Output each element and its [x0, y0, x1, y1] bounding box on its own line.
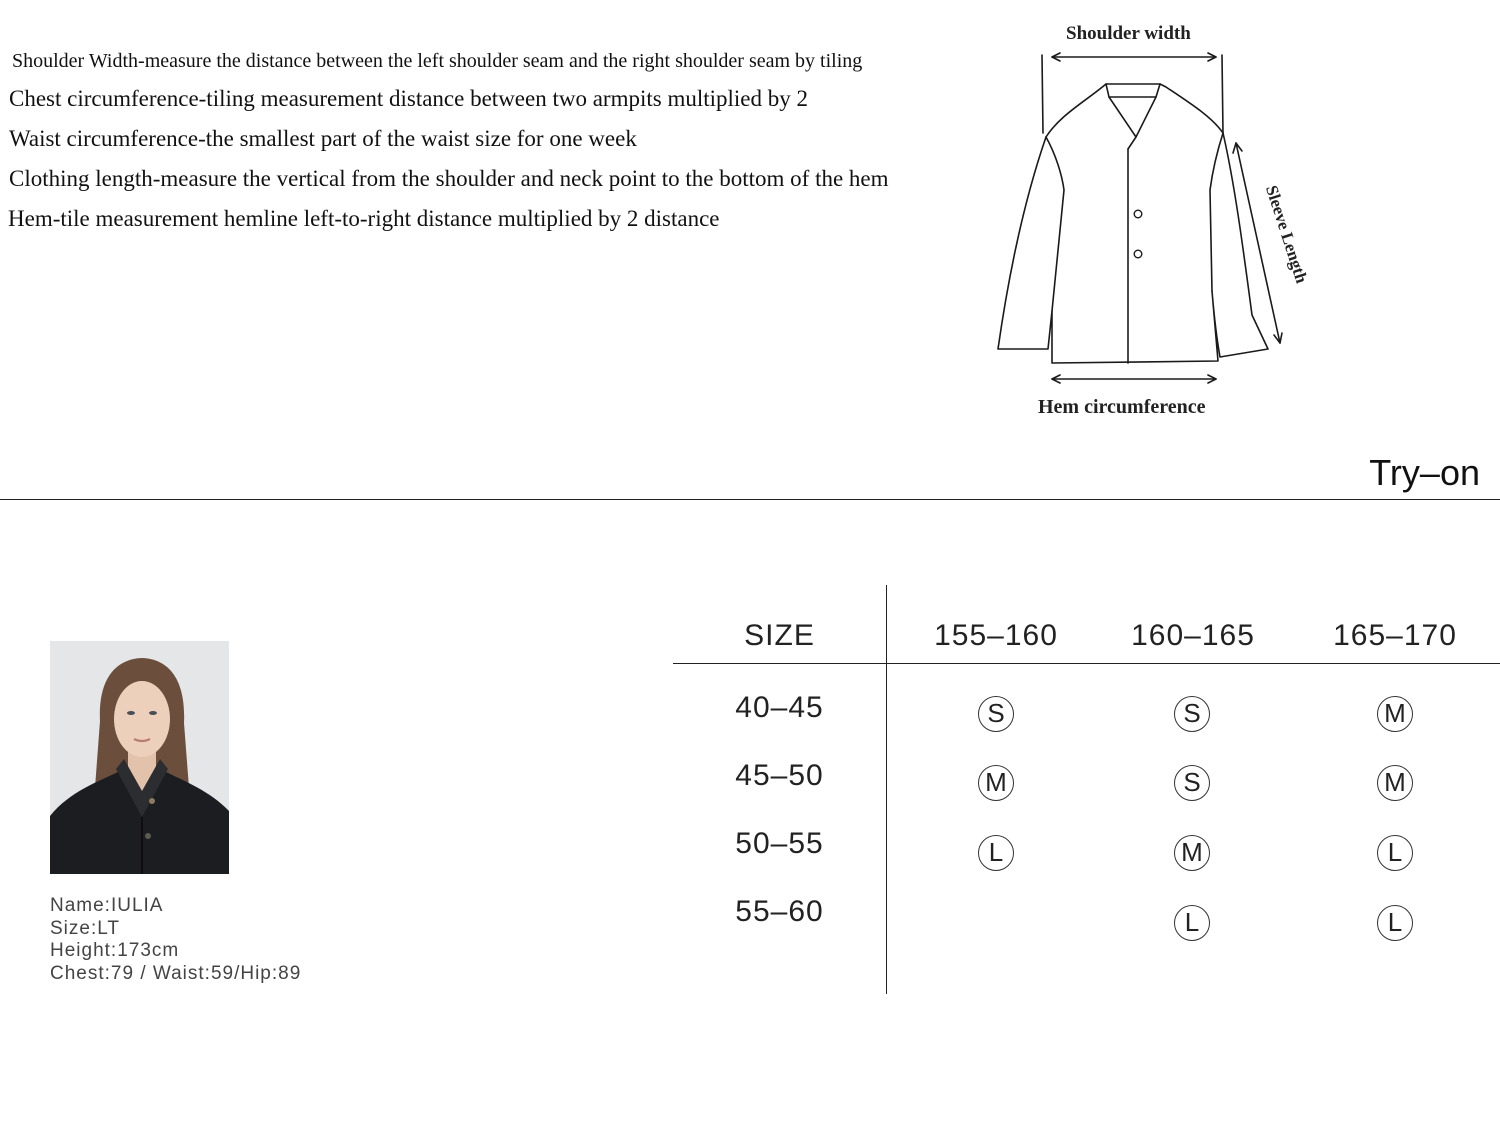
size-cell: S [1174, 696, 1210, 732]
model-portrait-graphic [50, 641, 229, 874]
instruction-shoulder-width: Shoulder Width-measure the distance between the left shoulder seam and the right shoulder seam by tiling [12, 50, 863, 72]
size-cell: S [1174, 765, 1210, 801]
button-top [1134, 210, 1142, 218]
table-column-header: 165–170 [1333, 619, 1457, 652]
size-cell: L [1377, 835, 1413, 871]
size-cell: M [1174, 835, 1210, 871]
size-cell: M [978, 765, 1014, 801]
model-height: Height:173cm [50, 940, 180, 961]
size-cell: M [1377, 765, 1413, 801]
hem-circumference-label: Hem circumference [1038, 396, 1206, 418]
instruction-length: Clothing length-measure the vertical from the shoulder and neck point to the bottom of the hem [9, 166, 889, 191]
jacket-outline-graphic [990, 15, 1320, 435]
size-cell: S [978, 696, 1014, 732]
model-photo [50, 641, 229, 874]
instruction-chest: Chest circumference-tiling measurement distance between two armpits multiplied by 2 [9, 86, 809, 111]
table-row-header: 45–50 [735, 759, 824, 792]
size-table [673, 585, 1500, 995]
size-cell: L [1377, 905, 1413, 941]
table-header-rule [673, 663, 1500, 664]
table-corner-header: SIZE [744, 619, 815, 652]
sleeve-length-label: Sleeve Length [1261, 183, 1312, 286]
size-cell: L [978, 835, 1014, 871]
button-bottom [1134, 250, 1142, 258]
model-info [50, 895, 301, 985]
size-cell: L [1174, 905, 1210, 941]
model-name: Name:IULIA [50, 895, 164, 916]
table-column-header: 160–165 [1131, 619, 1255, 652]
size-cell: M [1377, 696, 1413, 732]
instruction-waist: Waist circumference-the smallest part of the waist size for one week [9, 126, 637, 151]
table-column-header: 155–160 [934, 619, 1058, 652]
tryon-title: Try–on [1369, 452, 1480, 493]
section-divider [0, 499, 1500, 500]
table-vertical-rule [886, 585, 887, 994]
table-row-header: 50–55 [735, 827, 824, 860]
table-row-header: 55–60 [735, 895, 824, 928]
model-measurements: Chest:79 / Waist:59/Hip:89 [50, 962, 302, 984]
shoulder-width-label: Shoulder width [1066, 23, 1191, 44]
table-row-header: 40–45 [735, 691, 824, 724]
model-size: Size:LT [50, 917, 121, 939]
instruction-hem: Hem-tile measurement hemline left-to-right distance multiplied by 2 distance [8, 206, 720, 231]
jacket-diagram [990, 15, 1320, 435]
